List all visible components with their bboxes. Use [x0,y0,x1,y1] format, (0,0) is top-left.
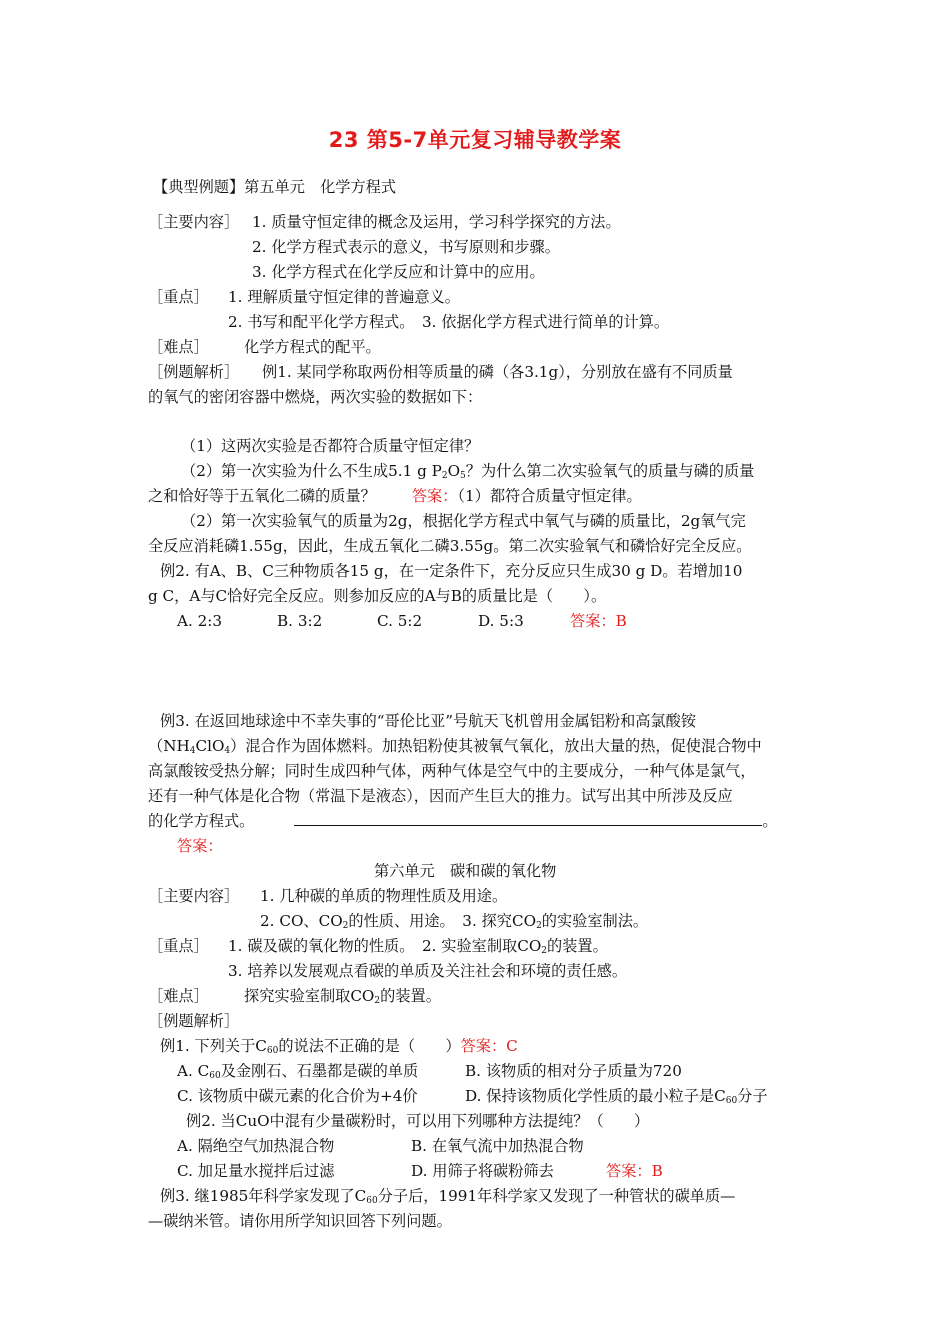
u6-hard-sub: 2 [374,996,381,1006]
answer-label: 答案： [411,487,458,505]
unit6-ex2-option-c: C. 加足量水搅拌后过滤 [177,1162,335,1180]
unit6-ex2-option-b: B. 在氧气流中加热混合物 [411,1137,584,1155]
u6-ex1-a: 例1. 下列关于C [160,1037,267,1055]
ex3-l5-text: 的化学方程式。 [148,812,255,830]
u6-optD-a: D. 保持该物质化学性质的最小粒子是C [465,1087,726,1105]
unit5-hard-text: 化学方程式的配平。 [244,338,381,356]
unit6-ex1-option-c: C. 该物质中碳元素的化合价为+4价 [177,1087,418,1105]
unit5-example-label: ［例题解析］ [148,363,240,381]
unit5-key-item-2: 2. 书写和配平化学方程式。 3. 依据化学方程式进行简单的计算。 [228,313,670,331]
unit5-ex2-option-b: B. 3:2 [277,612,323,630]
u6-m2-b: 的性质、用途。 3. 探究CO [348,912,537,930]
unit5-ex2-answer: 答案：B [570,612,627,630]
u6-optD-sub: 60 [725,1096,738,1106]
unit6-key-label: ［重点］ [148,937,209,955]
u6-k1-a: 1. 碳及碳的氧化物的性质。 2. 实验室制取CO [228,937,542,955]
unit6-ex2-option-d: D. 用筛子将碳粉筛去 [411,1162,554,1180]
ex3-l2-a: （NH [148,737,190,755]
unit6-ex1-option-d [465,1086,768,1111]
unit6-ex1-option-a [177,1061,418,1086]
unit5-main-label: ［主要内容］ [148,213,240,231]
unit6-ex2-answer: 答案：B [606,1162,663,1180]
u6-k1-sub: 2 [541,946,548,956]
unit6-main-item-1: 1. 几种碳的单质的物理性质及用途。 [260,887,508,905]
unit5-ex3-line4: 还有一种气体是化合物（常温下是液态），因而产生巨大的推力。试写出其中所涉及反应 [148,787,733,805]
unit6-ex1 [160,1036,518,1061]
ex3-l2-c: ）混合作为固体燃料。加热铝粉使其被氧气氧化，放出大量的热，促使混合物中 [230,737,762,755]
unit6-ex3-line2: —碳纳米管。请你用所学知识回答下列问题。 [148,1212,452,1230]
answer-1: （1）都符合质量守恒定律。 [457,487,642,505]
answer-blank[interactable] [294,811,762,826]
u6-m2-sub: 2 [342,921,349,931]
unit6-hard-label: ［难点］ [148,987,209,1005]
q2-line2-text: 之和恰好等于五氧化二磷的质量？ [148,487,376,505]
unit5-answer-2-line2: 全反应消耗磷1.55g，因此，生成五氧化二磷3.55g。第二次实验氧气和磷恰好完全反应。 [148,537,752,555]
u6-optA-sub: 60 [209,1071,221,1081]
ex3-l2-sub2: 4 [224,746,231,756]
q2-o: O [447,462,461,480]
u6-ex1-b: 的说法不正确的是（ ） [278,1037,461,1055]
unit5-ex3-line3: 高氯酸铵受热分解；同时生成四种气体，两种气体是空气中的主要成分，一种气体是氯气， [148,762,756,780]
unit5-question-2 [181,461,754,486]
unit5-answer-2-line1: （2）第一次实验氧气的质量为2g，根据化学方程式中氧气与磷的质量比，2g氧气完 [181,512,746,530]
page-title: 23 第5-7单元复习辅导教学案 [328,128,622,152]
unit5-ex3-line2 [148,736,762,761]
u6-m2-a: 2. CO、CO [260,912,343,930]
q2-text-a: （2）第一次实验为什么不生成5.1 g P [181,462,442,480]
unit5-heading: 【典型例题】第五单元 化学方程式 [153,178,396,196]
unit6-ex2: 例2. 当CuO中混有少量碳粉时，可以用下列哪种方法提纯？（ ） [186,1112,650,1130]
unit5-ex2-option-d: D. 5:3 [478,612,524,630]
q2-sub-2: 5 [460,471,466,481]
unit5-ex3-answer: 答案： [177,837,223,855]
unit6-example-label: ［例题解析］ [148,1012,240,1030]
unit6-ex1-option-b: B. 该物质的相对分子质量为720 [465,1062,682,1080]
unit5-ex3-line1: 例3. 在返回地球途中不幸失事的“哥伦比亚”号航天飞机曾用金属铝粉和高氯酸铵 [160,712,697,730]
ex3-l5-end: 。 [762,812,778,830]
unit5-question-1: （1）这两次实验是否都符合质量守恒定律？ [181,437,480,455]
u6-m2-sub2: 2 [536,921,542,931]
unit6-main-label: ［主要内容］ [148,887,240,905]
unit5-key-label: ［重点］ [148,288,209,306]
unit5-question-2-line2 [148,486,642,506]
u6-ex1-sub: 60 [266,1046,279,1056]
unit6-hard-text [244,986,441,1011]
ex3-l2-sub1: 4 [189,746,196,756]
u6-hard-b: 的装置。 [380,987,441,1005]
unit6-key-item-1 [228,936,608,961]
unit6-ex3-line1 [160,1186,735,1211]
u6-m2-c: 的实验室制法。 [541,912,649,930]
unit5-main-item-2: 2. 化学方程式表示的意义，书写原则和步骤。 [252,238,560,256]
u6-optA-a: A. C [177,1062,210,1080]
unit5-ex2-line2: g C，A与C恰好完全反应。则参加反应的A与B的质量比是（ ）。 [148,587,607,605]
unit5-main-item-1: 1. 质量守恒定律的概念及运用，学习科学探究的方法。 [252,213,621,231]
unit5-ex3-line5 [148,811,778,831]
ex3-l2-b: ClO [195,737,225,755]
unit6-heading: 第六单元 碳和碳的氧化物 [374,862,557,880]
q2-text-b: ？为什么第二次实验氧气的质量与磷的质量 [465,462,755,480]
u6-hard-a: 探究实验室制取CO [244,987,375,1005]
u6-ex1-answer: 答案：C [460,1037,518,1055]
unit6-ex2-option-a: A. 隔绝空气加热混合物 [177,1137,335,1155]
unit5-ex2-option-c: C. 5:2 [377,612,423,630]
u6-optD-b: 分子 [737,1087,768,1105]
unit5-ex1-line1: 例1. 某同学称取两份相等质量的磷（各3.1g），分别放在盛有不同质量 [262,363,733,381]
unit5-ex1-line2: 的氧气的密闭容器中燃烧，两次实验的数据如下： [148,388,483,406]
unit5-main-item-3: 3. 化学方程式在化学反应和计算中的应用。 [252,263,545,281]
u6-k1-b: 的装置。 [547,937,608,955]
unit5-key-item-1: 1. 理解质量守恒定律的普遍意义。 [228,288,460,306]
unit5-hard-label: ［难点］ [148,338,209,356]
unit5-ex2-option-a: A. 2:3 [177,612,223,630]
unit5-ex2-line1: 例2. 有A、B、C三种物质各15 g，在一定条件下，充分反应只生成30 g D。若增加10 [160,562,743,580]
unit6-main-item-2 [260,911,648,936]
q2-sub-1: 2 [441,471,448,481]
u6-ex3-sub: 60 [366,1196,378,1206]
u6-ex3-a: 例3. 继1985年科学家发现了C [160,1187,367,1205]
u6-ex3-b: 分子后，1991年科学家又发现了一种管状的碳单质— [377,1187,736,1205]
u6-optA-b: 及金刚石、石墨都是碳的单质 [220,1062,419,1080]
unit6-key-item-2: 3. 培养以发展观点看碳的单质及关注社会和环境的责任感。 [228,962,628,980]
